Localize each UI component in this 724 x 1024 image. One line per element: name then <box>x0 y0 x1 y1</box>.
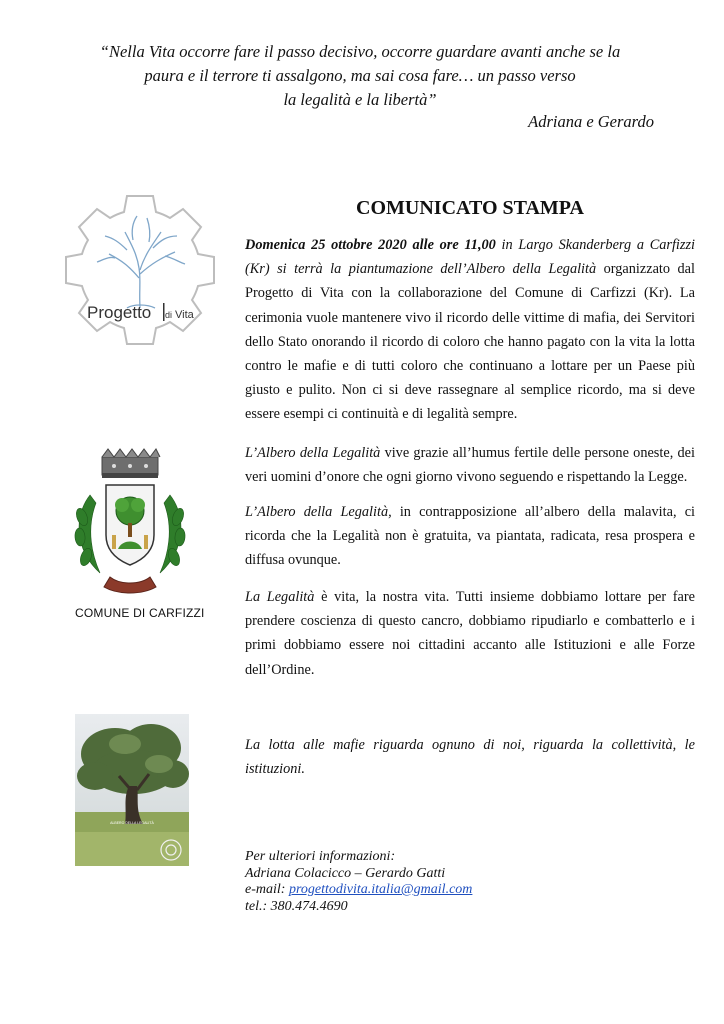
paragraph-1 <box>245 233 695 427</box>
photo-caption: ALBERO DELLA LEGALITÀ <box>110 821 154 825</box>
info-names: Adriana Colacicco – Gerardo Gatti <box>245 865 446 881</box>
paragraph-1-rest: organizzato dal Progetto di Vita con la collaborazione del Comune di Carfizzi (Kr). La cerimonia vuole mantenere vivo il ricordo delle vittime di mafia, dei Servitori dello Stato onorando il ricordo di coloro che hanno pagato con la vita la lotta contro le mafie e di tutti coloro che continuano a lottare per un Paese più giusto e pulito. Non ci si deve rassegnare al semplice ricordo, ma si deve essere esempi ci continuità e di legalità sempre. <box>245 261 695 423</box>
contact-info <box>245 849 472 915</box>
event-date: Domenica 25 ottobre 2020 alle ore 11,00 <box>245 237 496 253</box>
email-link[interactable]: progettodivita.italia@gmail.com <box>288 882 473 897</box>
info-phone: tel.: 380.474.4690 <box>245 898 348 914</box>
comune-label: COMUNE DI CARFIZZI <box>75 606 205 620</box>
quote-line-2: paura e il terrore ti assalgono, ma sai cosa fare… un passo verso <box>144 66 576 85</box>
info-line-1: Per ulteriori informazioni: <box>245 849 396 864</box>
logo-text: Progetto <box>87 303 152 322</box>
paragraph-4: La Legalità è vita, la nostra vita. Tutti insieme dobbiamo lottare per fare prendere coscienza di questo cancro, dobbiamo ripudiarlo e combatterlo e i primi dobbiamo essere noi cittadini accanto alle Istituzioni e alle Forze dell’Ordine. <box>245 589 695 678</box>
opening-quote <box>60 40 660 112</box>
svg-text:di: di <box>165 310 173 320</box>
quote-line-3: la legalità e la libertà” <box>283 90 437 109</box>
svg-text:Vita: Vita <box>175 309 194 321</box>
page-title: COMUNICATO STAMPA <box>356 197 584 219</box>
event-place: in Largo Skanderberg a Carfizzi (Kr) si terrà la piantumazione dell’Albero della Legalità <box>245 237 696 278</box>
paragraph-5: La lotta alle mafie riguarda ognuno di noi, riguarda la collettività, le istituzioni. <box>245 737 695 778</box>
olive-tree-photo <box>75 714 189 866</box>
progetto-di-vita-logo <box>57 190 223 356</box>
paragraph-2: L’Albero della Legalità vive grazie all’humus fertile delle persone oneste, dei veri uomini d’onore che ogni giorno vivono seguendo e rispettando la Legge. <box>245 445 695 486</box>
paragraph-3: L’Albero della Legalità, in contrapposizione all’albero della malavita, ci ricorda che la Legalità non è gratuita, va piantata, radicata, resa prospera e diffusa ovunque. <box>245 504 696 569</box>
info-email-line: e-mail: progettodivita.italia@gmail.com <box>245 882 473 897</box>
quote-author: Adriana e Gerardo <box>528 112 654 131</box>
quote-line-1: “Nella Vita occorre fare il passo decisivo, occorre guardare avanti anche se la <box>99 42 621 61</box>
carfizzi-coat-of-arms <box>70 445 190 595</box>
